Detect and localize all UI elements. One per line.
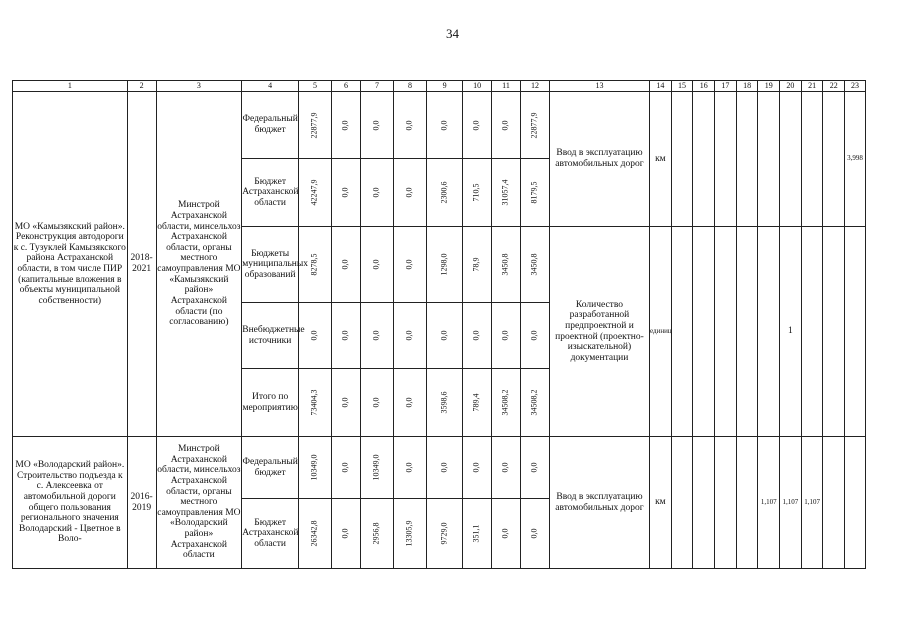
amount-cell (492, 227, 521, 303)
amount-value: 0,0 (404, 330, 414, 341)
amount-cell (427, 369, 463, 437)
amount-value: 0,0 (404, 259, 414, 270)
amount-cell (360, 92, 393, 159)
indicator-value: 1,107 (801, 437, 823, 569)
indicator-value: 3,998 (845, 92, 866, 227)
amount-cell (299, 369, 332, 437)
column-number-row (13, 81, 866, 92)
amount-cell (520, 227, 549, 303)
amount-value: 0,0 (404, 120, 414, 131)
amount-value: 0,0 (371, 120, 381, 131)
amount-cell (427, 92, 463, 159)
amount-value: 0,0 (471, 462, 481, 473)
project-period: 2016-2019 (127, 437, 156, 569)
amount-value: 0,0 (404, 187, 414, 198)
amount-value: 0,0 (371, 397, 381, 408)
amount-value: 42247,9 (309, 179, 319, 206)
amount-cell (492, 159, 521, 227)
amount-value: 0,0 (404, 462, 414, 473)
column-number: 4 (242, 81, 299, 92)
indicator-value: 1,107 (758, 437, 780, 569)
amount-cell (394, 499, 427, 569)
amount-value: 8278,5 (309, 253, 319, 276)
amount-value: 0,0 (500, 330, 510, 341)
amount-value: 0,0 (340, 259, 350, 270)
amount-cell (332, 437, 361, 499)
column-number: 18 (736, 81, 758, 92)
amount-value: 0,0 (439, 120, 449, 131)
amount-value: 710,5 (471, 183, 481, 202)
amount-cell (332, 159, 361, 227)
amount-cell (394, 369, 427, 437)
amount-cell (427, 437, 463, 499)
funding-source: Федеральный бюджет (242, 92, 299, 159)
indicator-unit: единиц (650, 227, 672, 437)
column-number: 11 (492, 81, 521, 92)
amount-value: 22877,9 (309, 112, 319, 139)
amount-value: 73404,3 (309, 389, 319, 416)
indicator-unit: км (650, 437, 672, 569)
column-number: 1 (13, 81, 128, 92)
funding-source: Федеральный бюджет (242, 437, 299, 499)
indicator-name: Количество разработанной предпроектной и проектной (проектно-изыскательной) документации (549, 227, 649, 437)
amount-cell (299, 303, 332, 369)
funding-source: Бюджеты муниципальных образований (242, 227, 299, 303)
funding-source: Итого по мероприятию (242, 369, 299, 437)
amount-cell (463, 159, 492, 227)
amount-value: 0,0 (340, 120, 350, 131)
amount-cell (520, 437, 549, 499)
amount-value: 3450,8 (500, 253, 510, 276)
amount-cell (492, 92, 521, 159)
column-number: 23 (845, 81, 866, 92)
amount-cell (463, 369, 492, 437)
amount-value: 0,0 (340, 462, 350, 473)
amount-value: 0,0 (404, 397, 414, 408)
amount-value: 0,0 (471, 330, 481, 341)
amount-cell (360, 437, 393, 499)
amount-cell (394, 159, 427, 227)
column-number: 21 (801, 81, 823, 92)
amount-cell (299, 437, 332, 499)
column-number: 20 (780, 81, 802, 92)
amount-cell (299, 499, 332, 569)
amount-value: 0,0 (500, 462, 510, 473)
amount-value: 34508,2 (500, 389, 510, 416)
amount-cell (360, 227, 393, 303)
table-row (13, 92, 866, 159)
amount-value: 0,0 (340, 330, 350, 341)
amount-value: 351,1 (471, 524, 481, 543)
amount-value: 0,0 (309, 330, 319, 341)
amount-value: 0,0 (439, 330, 449, 341)
amount-value: 34508,2 (529, 389, 539, 416)
amount-cell (332, 303, 361, 369)
amount-cell (463, 92, 492, 159)
amount-value: 0,0 (439, 462, 449, 473)
column-number: 17 (715, 81, 737, 92)
amount-cell (394, 92, 427, 159)
amount-cell (394, 227, 427, 303)
amount-value: 0,0 (471, 120, 481, 131)
amount-value: 0,0 (371, 259, 381, 270)
indicator-unit: км (650, 92, 672, 227)
amount-value: 2956,8 (371, 522, 381, 545)
column-number: 10 (463, 81, 492, 92)
amount-cell (299, 159, 332, 227)
column-number: 3 (156, 81, 242, 92)
column-number: 14 (650, 81, 672, 92)
table-row (13, 437, 866, 499)
amount-cell (360, 369, 393, 437)
amount-value: 78,9 (471, 257, 481, 272)
column-number: 15 (671, 81, 693, 92)
amount-value: 0,0 (340, 397, 350, 408)
amount-cell (463, 499, 492, 569)
column-number: 2 (127, 81, 156, 92)
amount-cell (520, 369, 549, 437)
amount-cell (492, 303, 521, 369)
amount-cell (332, 499, 361, 569)
amount-value: 2300,6 (439, 181, 449, 204)
amount-cell (332, 92, 361, 159)
amount-cell (520, 92, 549, 159)
amount-value: 8179,5 (529, 181, 539, 204)
amount-value: 0,0 (340, 187, 350, 198)
amount-value: 9729,0 (439, 522, 449, 545)
indicator-name: Ввод в эксплуатацию автомобильных дорог (549, 437, 649, 569)
project-period: 2018-2021 (127, 92, 156, 437)
amount-value: 22877,9 (529, 112, 539, 139)
project-executor: Минстрой Астраханской области, минсельхоз Астраханской области, органы местного самоуправления МО «Володарский район» Астраханской области (156, 437, 242, 569)
amount-value: 1298,0 (439, 253, 449, 276)
amount-value: 26342,8 (309, 520, 319, 547)
funding-source: Бюджет Астраханской области (242, 159, 299, 227)
amount-cell (492, 437, 521, 499)
project-name: МО «Камызякский район». Реконструкция автодороги к с. Тузуклей Камызякского района Астраханской области, в том числе ПИР (капитальные вложения в объекты муниципальной собственности) (13, 92, 128, 437)
column-number: 22 (823, 81, 845, 92)
amount-cell (492, 369, 521, 437)
column-number: 12 (520, 81, 549, 92)
amount-value: 10349,0 (371, 454, 381, 481)
amount-cell (520, 303, 549, 369)
indicator-value: 1 (780, 227, 802, 437)
amount-cell (463, 303, 492, 369)
amount-cell (360, 499, 393, 569)
column-number: 13 (549, 81, 649, 92)
amount-cell (492, 499, 521, 569)
amount-cell (332, 369, 361, 437)
amount-value: 0,0 (340, 528, 350, 539)
amount-value: 31057,4 (500, 179, 510, 206)
project-executor: Минстрой Астраханской области, минсельхоз Астраханской области, органы местного самоуправления МО «Камызякский район» Астраханской области (по согласованию) (156, 92, 242, 437)
amount-cell (463, 437, 492, 499)
amount-value: 0,0 (500, 528, 510, 539)
amount-cell (394, 303, 427, 369)
column-number: 16 (693, 81, 715, 92)
column-number: 5 (299, 81, 332, 92)
amount-value: 0,0 (371, 187, 381, 198)
funding-source: Бюджет Астраханской области (242, 499, 299, 569)
amount-value: 3598,6 (439, 391, 449, 414)
amount-cell (427, 159, 463, 227)
page-number: 34 (446, 26, 459, 41)
amount-cell (427, 499, 463, 569)
indicator-value: 1,107 (780, 437, 802, 569)
amount-cell (463, 227, 492, 303)
indicator-name: Ввод в эксплуатацию автомобильных дорог (549, 92, 649, 227)
program-table (12, 80, 866, 569)
funding-source: Внебюджетные источники (242, 303, 299, 369)
amount-value: 0,0 (529, 528, 539, 539)
amount-cell (299, 227, 332, 303)
amount-cell (332, 227, 361, 303)
column-number: 6 (332, 81, 361, 92)
amount-cell (360, 303, 393, 369)
amount-value: 0,0 (500, 120, 510, 131)
amount-cell (394, 437, 427, 499)
amount-value: 0,0 (529, 462, 539, 473)
amount-cell (360, 159, 393, 227)
project-name: МО «Володарский район». Строительство подъезда к с. Алексеевка от автомобильной дороги общего пользования регионального значения Володарский - Цветное в Воло- (13, 437, 128, 569)
amount-cell (299, 92, 332, 159)
column-number: 19 (758, 81, 780, 92)
amount-value: 10349,0 (309, 454, 319, 481)
amount-cell (427, 227, 463, 303)
column-number: 8 (394, 81, 427, 92)
amount-cell (520, 159, 549, 227)
amount-value: 3450,8 (529, 253, 539, 276)
amount-value: 0,0 (529, 330, 539, 341)
amount-value: 13305,9 (404, 520, 414, 547)
column-number: 9 (427, 81, 463, 92)
amount-cell (427, 303, 463, 369)
column-number: 7 (360, 81, 393, 92)
amount-value: 789,4 (471, 393, 481, 412)
amount-cell (520, 499, 549, 569)
amount-value: 0,0 (371, 330, 381, 341)
